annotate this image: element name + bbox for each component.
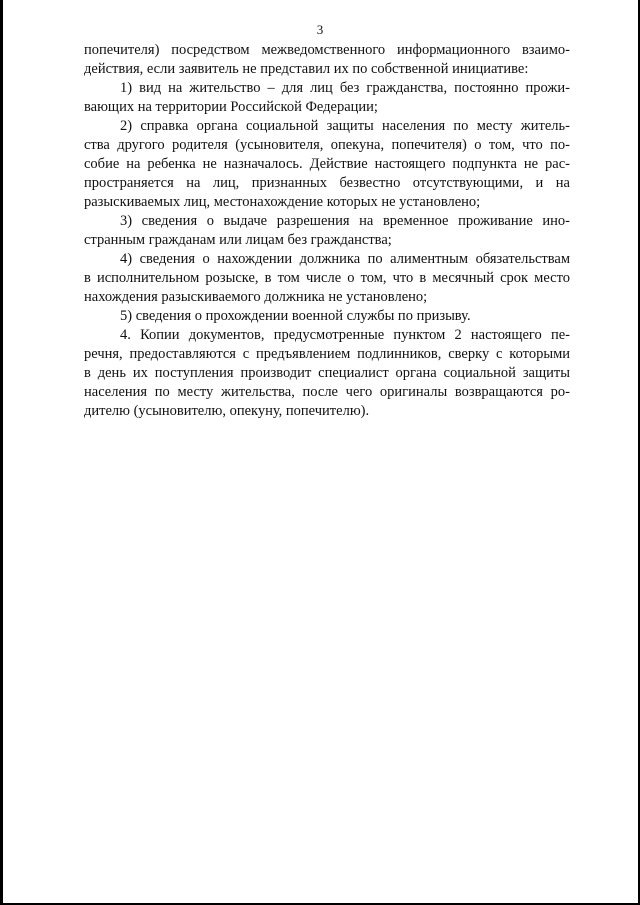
text-line: 2) справка органа социальной защиты населения по месту житель- [120,118,570,134]
text-line: вающих на территории Российской Федерации; [84,99,378,115]
text-line: 4. Копии документов, предусмотренные пунктом 2 настоящего пе- [120,327,570,343]
text-line: в день их поступления производит специалист органа социальной защиты [84,365,570,381]
paragraph [84,79,570,117]
paragraph [84,212,570,250]
paragraph [84,326,570,421]
text-line: в исполнительном розыске, в том числе о том, что в месячный срок место [84,270,570,286]
page-number: 3 [316,22,324,37]
text-line: речня, предоставляются с предъявлением подлинников, сверку с которыми [84,346,570,362]
paragraph [84,41,570,79]
text-line: попечителя) посредством межведомственного информационного взаимо- [84,42,570,58]
text-line: странным гражданам или лицам без гражданства; [84,232,392,248]
text-line: 5) сведения о прохождении военной службы по призыву. [120,308,471,324]
text-line: 1) вид на жительство – для лиц без гражданства, постоянно прожи- [120,80,570,96]
text-line: нахождения разыскиваемого должника не установлено; [84,289,428,305]
document-body [84,41,570,421]
text-line: дителю (усыновителю, опекуну, попечителю). [84,403,370,419]
text-line: собие на ребенка не назначалось. Действие настоящего подпункта не рас- [84,156,570,172]
text-line: пространяется на лиц, признанных безвестно отсутствующими, и на [84,175,570,191]
text-line: 4) сведения о нахождении должника по алиментным обязательствам [120,251,570,267]
scan-edge-left [0,0,3,905]
paragraph [84,117,570,212]
text-line: населения по месту жительства, после чего оригиналы возвращаются ро- [84,384,570,400]
text-line: действия, если заявитель не представил их по собственной инициативе: [84,61,529,77]
paragraph [84,250,570,307]
text-line: разыскиваемых лиц, местонахождение которых не установлено; [84,194,481,210]
text-line: 3) сведения о выдаче разрешения на временное проживание ино- [120,213,570,229]
paragraph [84,307,570,326]
text-line: ства другого родителя (усыновителя, опекуна, попечителя) о том, что по- [84,137,570,153]
